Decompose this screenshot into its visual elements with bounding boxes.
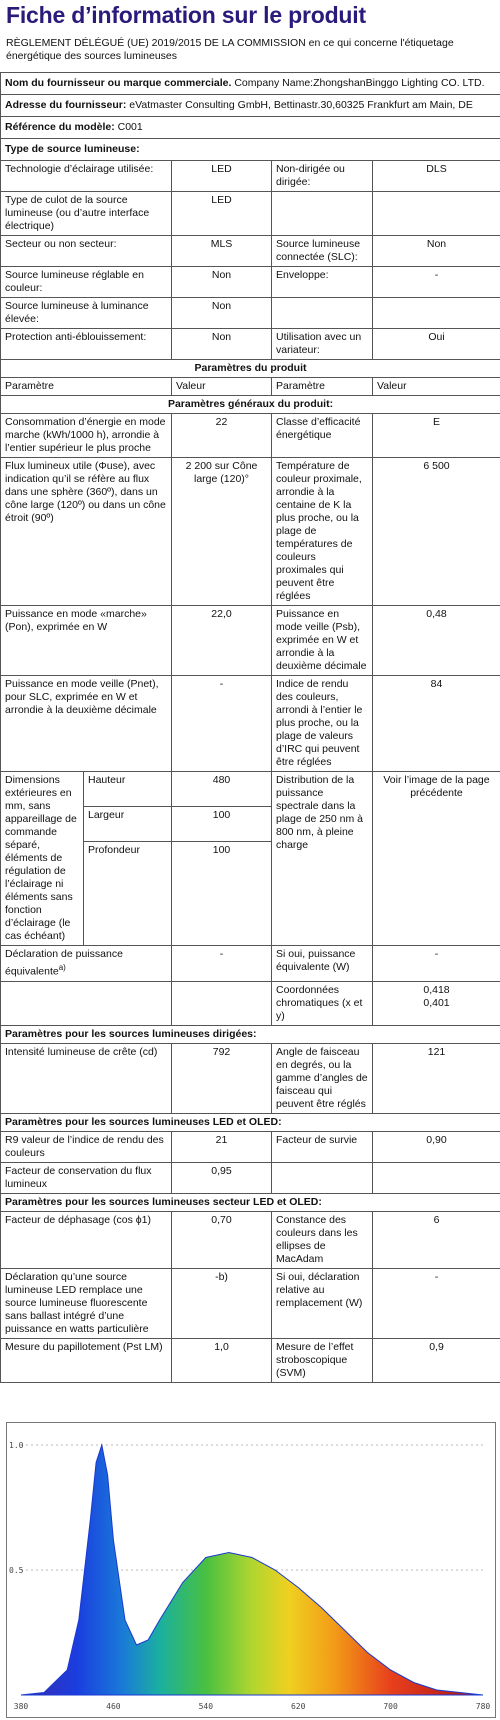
cell: 6 <box>373 1211 500 1268</box>
spectral-distribution-label: Distribution de la puissance spectrale dans la plage de 250 nm à 800 nm, à pleine charge <box>272 772 373 946</box>
source-type-header: Type de source lumineuse: <box>1 139 500 161</box>
cell: 84 <box>373 676 500 772</box>
cell: Classe d’efficacité énergétique <box>272 414 373 458</box>
cell: 21 <box>172 1131 272 1162</box>
cell: Puissance en mode veille (Psb), exprimée en W et arrondie à la deuxième décimale <box>272 606 373 676</box>
cell: Consommation d’énergie en mode marche (kWh/1000 h), arrondie à l’entier supérieur le plus proche <box>1 414 172 458</box>
supplier-row <box>1 73 500 95</box>
cell: 0,90 <box>373 1131 500 1162</box>
cell: Enveloppe: <box>272 267 373 298</box>
cell: Non <box>172 329 272 360</box>
table-row <box>1 298 500 329</box>
cell: Mesure du papillotement (Pst LM) <box>1 1338 172 1382</box>
general-params-header: Paramètres généraux du produit: <box>1 396 500 414</box>
cell <box>373 192 500 236</box>
cell <box>272 1162 373 1193</box>
cell: Protection anti-éblouissement: <box>1 329 172 360</box>
spectrum-area <box>21 1445 483 1695</box>
cell: Facteur de survie <box>272 1131 373 1162</box>
column-header: Paramètre <box>272 378 373 396</box>
address-label: Adresse du fournisseur: <box>5 99 127 111</box>
cell: Type de culot de la source lumineuse (ou d’autre interface électrique) <box>1 192 172 236</box>
table-row <box>1 267 500 298</box>
model-row <box>1 117 500 139</box>
cell: Non <box>172 267 272 298</box>
cell: Source lumineuse à luminance élevée: <box>1 298 172 329</box>
dimension-name: Profondeur <box>84 842 172 946</box>
cell: - <box>172 676 272 772</box>
cell: Intensité lumineuse de crête (cd) <box>1 1043 172 1113</box>
spectral-power-chart <box>6 1422 496 1718</box>
cell: - <box>373 946 500 982</box>
cell: Indice de rendu des couleurs, arrondi à l’entier le plus proche, ou la plage de valeurs d’IRC qui peuvent être réglées <box>272 676 373 772</box>
x-tick-label: 540 <box>198 1702 214 1711</box>
table-row <box>1 1268 500 1338</box>
cell: Puissance en mode «marche» (Pon), exprimée en W <box>1 606 172 676</box>
cell: Si oui, déclaration relative au remplacement (W) <box>272 1268 373 1338</box>
cell: 2 200 sur Cône large (120)° <box>172 458 272 606</box>
cell: Oui <box>373 329 500 360</box>
cell: Secteur ou non secteur: <box>1 236 172 267</box>
cell: 0,9 <box>373 1338 500 1382</box>
cell: 22 <box>172 414 272 458</box>
column-header-row <box>1 378 500 396</box>
cell: E <box>373 414 500 458</box>
cell: 0,48 <box>373 606 500 676</box>
cell: R9 valeur de l’indice de rendu des couleurs <box>1 1131 172 1162</box>
cell: Utilisation avec un variateur: <box>272 329 373 360</box>
cell <box>272 298 373 329</box>
table-row <box>1 1211 500 1268</box>
table-row <box>1 1131 500 1162</box>
supplier-label: Nom du fournisseur ou marque commerciale. <box>5 77 232 89</box>
cell: Technologie d’éclairage utilisée: <box>1 161 172 192</box>
cell: Flux lumineux utile (Φuse), avec indication qu’il se réfère au flux dans une sphère (360º), dans un cône large (120º) ou dans un cône étroit (90º) <box>1 458 172 606</box>
cell: Coordonnées chromatiques (x et y) <box>272 981 373 1025</box>
address-value: eVatmaster Consulting GmbH, Bettinastr.30,60325 Frankfurt am Main, DE <box>129 99 473 111</box>
address-row <box>1 95 500 117</box>
table-row <box>1 676 500 772</box>
chroma-x: 0,418 <box>423 983 450 996</box>
cell <box>373 298 500 329</box>
supplier-value: Company Name:ZhongshanBinggo Lighting CO. LTD. <box>234 77 485 89</box>
chroma-y: 0,401 <box>423 996 450 1009</box>
cell: 1,0 <box>172 1338 272 1382</box>
cell: 792 <box>172 1043 272 1113</box>
directional-header: Paramètres pour les sources lumineuses dirigées: <box>1 1025 500 1043</box>
cell: Non <box>172 298 272 329</box>
cell: 22,0 <box>172 606 272 676</box>
dimensions-label: Dimensions extérieures en mm, sans appareillage de commande séparé, éléments de régulation de l’éclairage ni éléments sans fonction d’éclairage (le cas échéant) <box>1 772 84 946</box>
cell: Puissance en mode veille (Pnet), pour SLC, exprimée en W et arrondie à la deuxième décimale <box>1 676 172 772</box>
y-axis-ticks <box>9 1441 24 1575</box>
cell <box>172 981 272 1025</box>
cell: Si oui, puissance équivalente (W) <box>272 946 373 982</box>
table-row <box>1 981 500 1025</box>
led-oled-header: Paramètres pour les sources lumineuses LED et OLED: <box>1 1113 500 1131</box>
cell <box>373 1162 500 1193</box>
table-row <box>1 946 500 982</box>
table-row <box>1 414 500 458</box>
cell: 6 500 <box>373 458 500 606</box>
x-tick-label: 460 <box>106 1702 121 1711</box>
x-tick-label: 700 <box>383 1702 398 1711</box>
cell: Mesure de l’effet stroboscopique (SVM) <box>272 1338 373 1382</box>
spectrum-svg <box>7 1423 495 1717</box>
mains-led-header: Paramètres pour les sources lumineuses secteur LED et OLED: <box>1 1193 500 1211</box>
equiv-label: Déclaration de puissance équivalente <box>5 948 123 978</box>
cell: MLS <box>172 236 272 267</box>
dimension-name: Hauteur <box>84 772 172 807</box>
cell: LED <box>172 161 272 192</box>
cell <box>373 981 500 1025</box>
dimension-name: Largeur <box>84 807 172 842</box>
x-axis-ticks <box>14 1702 491 1711</box>
cell: 0,70 <box>172 1211 272 1268</box>
cell: - <box>373 267 500 298</box>
y-tick-label: 1.0 <box>9 1441 24 1450</box>
product-sheet-table <box>0 72 500 1383</box>
x-tick-label: 380 <box>13 1702 29 1711</box>
regulation-intro: RÈGLEMENT DÉLÉGUÉ (UE) 2019/2015 DE LA COMMISSION en ce qui concerne l'étiquetage énergétique des sources lumineuses <box>6 37 454 62</box>
dimensions-row <box>1 772 500 807</box>
x-tick-label: 620 <box>290 1702 306 1711</box>
product-params-header: Paramètres du produit <box>1 360 500 378</box>
dimension-value: 480 <box>172 772 272 807</box>
table-row <box>1 458 500 606</box>
x-tick-label: 780 <box>475 1702 491 1711</box>
page-title: Fiche d’information sur le produit <box>6 2 366 28</box>
cell: Source lumineuse réglable en couleur: <box>1 267 172 298</box>
dimension-value: 100 <box>172 842 272 946</box>
cell: Température de couleur proximale, arrondie à la centaine de K la plus proche, ou la plage de températures de couleurs proximales qui peuvent être réglées <box>272 458 373 606</box>
cell: Déclaration qu’une source lumineuse LED remplace une source lumineuse fluorescente sans ballast intégré d’une puissance en watts particulière <box>1 1268 172 1338</box>
cell: Non-dirigée ou dirigée: <box>272 161 373 192</box>
table-row <box>1 1338 500 1382</box>
cell <box>1 946 172 982</box>
table-row <box>1 329 500 360</box>
table-row <box>1 606 500 676</box>
table-row <box>1 161 500 192</box>
cell: Constance des couleurs dans les ellipses de MacAdam <box>272 1211 373 1268</box>
cell: Source lumineuse connectée (SLC): <box>272 236 373 267</box>
table-row <box>1 236 500 267</box>
model-value: C001 <box>117 121 143 133</box>
column-header: Paramètre <box>1 378 172 396</box>
cell: - <box>172 946 272 982</box>
footnote-a: a) <box>58 963 66 972</box>
column-header: Valeur <box>373 378 500 396</box>
cell: DLS <box>373 161 500 192</box>
y-tick-label: 0.5 <box>9 1566 24 1575</box>
cell <box>1 981 172 1025</box>
cell: -b) <box>172 1268 272 1338</box>
cell: Non <box>373 236 500 267</box>
model-label: Référence du modèle: <box>5 121 115 133</box>
table-row <box>1 1043 500 1113</box>
table-row <box>1 192 500 236</box>
spectral-distribution-value: Voir l’image de la page précédente <box>373 772 500 946</box>
cell: 121 <box>373 1043 500 1113</box>
cell: Angle de faisceau en degrés, ou la gamme d’angles de faisceau qui peuvent être réglés <box>272 1043 373 1113</box>
table-row <box>1 1162 500 1193</box>
dimension-value: 100 <box>172 807 272 842</box>
cell: - <box>373 1268 500 1338</box>
cell: 0,95 <box>172 1162 272 1193</box>
cell <box>272 192 373 236</box>
cell: LED <box>172 192 272 236</box>
cell: Facteur de déphasage (cos ϕ1) <box>1 1211 172 1268</box>
cell: Facteur de conservation du flux lumineux <box>1 1162 172 1193</box>
column-header: Valeur <box>172 378 272 396</box>
